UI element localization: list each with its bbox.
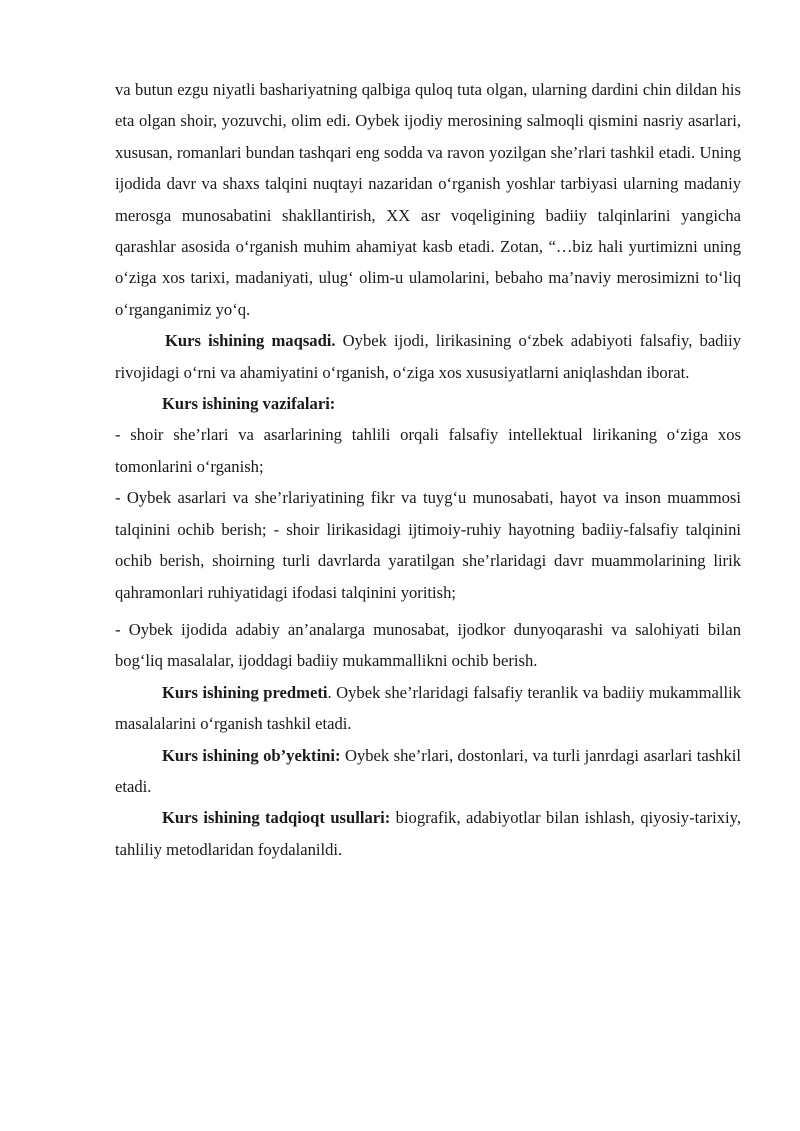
task-item-2: - Oybek asarlari va she’rlariyatining fikr va tuyg‘u munosabati, hayot va inson muammosi talqinini ochib berish; - shoir lirikasidagi ijtimoiy-ruhiy hayotning badiiy-falsafiy talqinini ochib berish, shoirning turli davrlarda yaratilgan she’rlaridagi davr muammolarining lirik qahramonlari ruhiyatidagi ifodasi talqinini yoritish; — [115, 488, 741, 602]
methods-text: biografik, adabiyotlar bilan ishlash, qiyosiy-tarixiy, tahliliy metodlaridan foydalanildi. — [115, 808, 741, 859]
object-heading: Kurs ishining ob’yektini: — [162, 745, 341, 765]
methods-heading: Kurs ishining tadqioqt usullari: — [162, 808, 391, 828]
object-paragraph — [115, 740, 741, 803]
tasks-heading — [115, 388, 741, 419]
tasks-heading-text: Kurs ishining vazifalari: — [162, 394, 336, 414]
methods-paragraph — [115, 802, 741, 865]
object-text: Oybek she’rlari, dostonlari, va turli janrdagi asarlari tashkil etadi. — [115, 745, 741, 796]
intro-paragraph: va butun ezgu niyatli bashariyatning qalbiga quloq tuta olgan, ularning dardini chin dildan his eta olgan shoir, yozuvchi, olim edi. Oybek ijodiy merosining salmoqli qismini nasriy asarlari, xususan, romanlari bundan tashqari eng sodda va ravon yozilgan she’rlari tashkil etadi. Uning ijodida davr va shaxs talqini nuqtayi nazaridan o‘rganish yoshlar tarbiyasi ularning madaniy merosga munosabatini shakllantirish, XX asr voqeligining badiiy talqinlarini yangicha qarashlar asosida o‘rganish muhim ahamiyat kasb etadi. Zotan, “…biz hali yurtimizni uning o‘ziga xos tarixi, madaniyati, ulug‘ olim-u ulamolarini, bebaho ma’naviy merosimizni to‘liq o‘rganganimiz yo‘q. — [115, 80, 741, 319]
subject-heading: Kurs ishining predmeti — [162, 682, 328, 702]
task-item-1: - shoir she’rlari va asarlarining tahlili orqali falsafiy intellektual lirikaning o‘ziga xos tomonlarini o‘rganish; — [115, 425, 741, 476]
subject-paragraph — [115, 677, 741, 740]
goal-paragraph — [115, 325, 741, 388]
document-page — [115, 74, 741, 865]
goal-text: Oybek ijodi, lirikasining o‘zbek adabiyoti falsafiy, badiiy rivojidagi o‘rni va ahamiyatini o‘rganish, o‘ziga xos xususiyatlarni aniqlashdan iborat. — [115, 331, 741, 382]
task-item-3: - Oybek ijodida adabiy an’analarga munosabat, ijodkor dunyoqarashi va salohiyati bilan bog‘liq masalalar, ijoddagi badiiy mukammallikni ochib berish. — [115, 619, 741, 671]
subject-text: . Oybek she’rlaridagi falsafiy teranlik va badiiy mukammallik masalalarini o‘rganish tashkil etadi. — [115, 682, 741, 734]
goal-heading: Kurs ishining maqsadi. — [165, 331, 336, 351]
